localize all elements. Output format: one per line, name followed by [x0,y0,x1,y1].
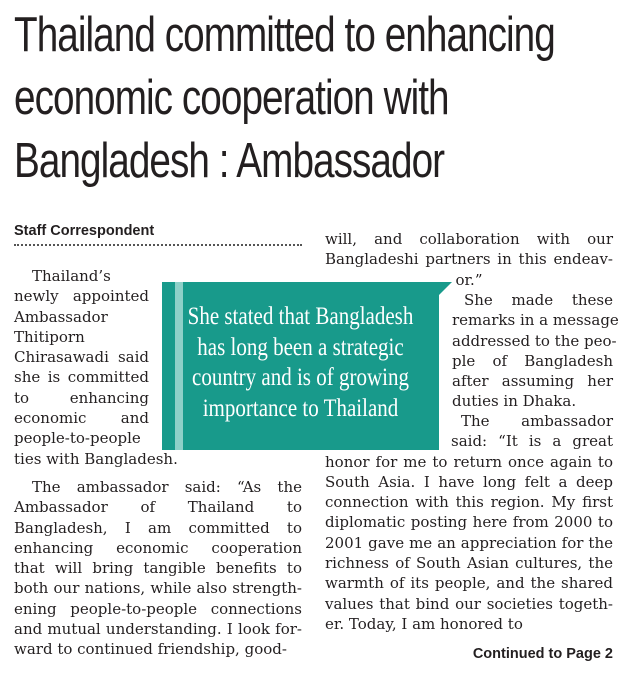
text-line: will, and collaboration with our [325,230,613,248]
pull-quote [162,282,439,450]
text-line: said: “It is a great [451,432,613,451]
text-line: ward to continued friendship, good- [14,640,287,659]
text-line: or.” [455,270,483,289]
text-line: ening people-to-people connections [14,599,302,618]
text-line: ties with Bangladesh. [14,449,178,468]
text-line: ple of Bangladesh [452,351,613,370]
headline-line-3: Bangladesh : Ambassador [14,134,445,188]
text-line: addressed to the peo- [452,331,617,350]
text-line: diplomatic posting here from 2000 to [325,513,613,532]
pull-quote-line-1: She stated that Bangladesh [187,303,414,330]
text-line: after assuming her [452,372,613,391]
continued-to-page-label: Continued to Page 2 [472,646,613,662]
text-line: remarks in a message [452,311,619,330]
text-line: values that bind our societies togeth- [325,594,613,613]
text-line: Thailand’s [32,267,111,285]
text-line: richness of South Asian cultures, the [325,554,613,573]
text-line: Thitiporn [14,327,85,346]
left-column-paragraph-2 [14,477,302,660]
text-line: Bangladesh, I am committed to [14,518,302,537]
right-column-continuation [325,229,613,290]
text-line: she is committed [14,368,149,387]
pull-quote-line-3: country and is of growing [192,364,409,391]
text-line: er. Today, I am honored to [325,614,523,633]
text-line: Bangladeshi partners in this endeav- [325,250,613,269]
text-line: warmth of its people, and the shared [325,574,613,593]
text-line: South Asia. I have long felt a deep [325,472,613,491]
byline-divider [14,244,302,246]
pull-quote-accent-stripe [175,282,183,450]
text-line: both our nations, while also strength- [14,579,302,598]
text-line: to enhancing [14,388,149,407]
left-column-paragraph-1 [14,266,178,469]
headline [14,4,555,193]
byline: Staff Correspondent [14,223,155,239]
text-line: honor for me to return once again to [325,452,613,471]
text-line: Ambassador [14,307,108,326]
headline-line-1: Thailand committed to enhancing [14,8,555,62]
text-line: The ambassador [461,412,613,430]
text-line: that will bring tangible benefits to [14,559,302,578]
headline-line-2: economic cooperation with [14,71,449,125]
text-line: 2001 gave me an appreciation for the [325,533,613,552]
text-line: She made these [464,291,613,309]
text-line: duties in Dhaka. [452,392,577,411]
text-line: connection with this region. My first [325,493,613,512]
text-line: enhancing economic cooperation [14,538,302,557]
text-line: newly appointed [14,287,149,306]
text-line: and mutual understanding. I look for- [14,620,302,639]
text-line: Chirasawadi said [14,348,149,367]
text-line: Ambassador of Thailand to [14,498,302,517]
text-line: people-to-people [14,429,141,448]
pull-quote-line-2: has long been a strategic [197,333,404,361]
pull-quote-corner [438,282,452,296]
text-line: The ambassador said: “As the [32,478,302,496]
text-line: economic and [14,409,149,428]
pull-quote-line-4: importance to Thailand [202,394,399,422]
right-column-paragraph-2 [452,290,619,412]
